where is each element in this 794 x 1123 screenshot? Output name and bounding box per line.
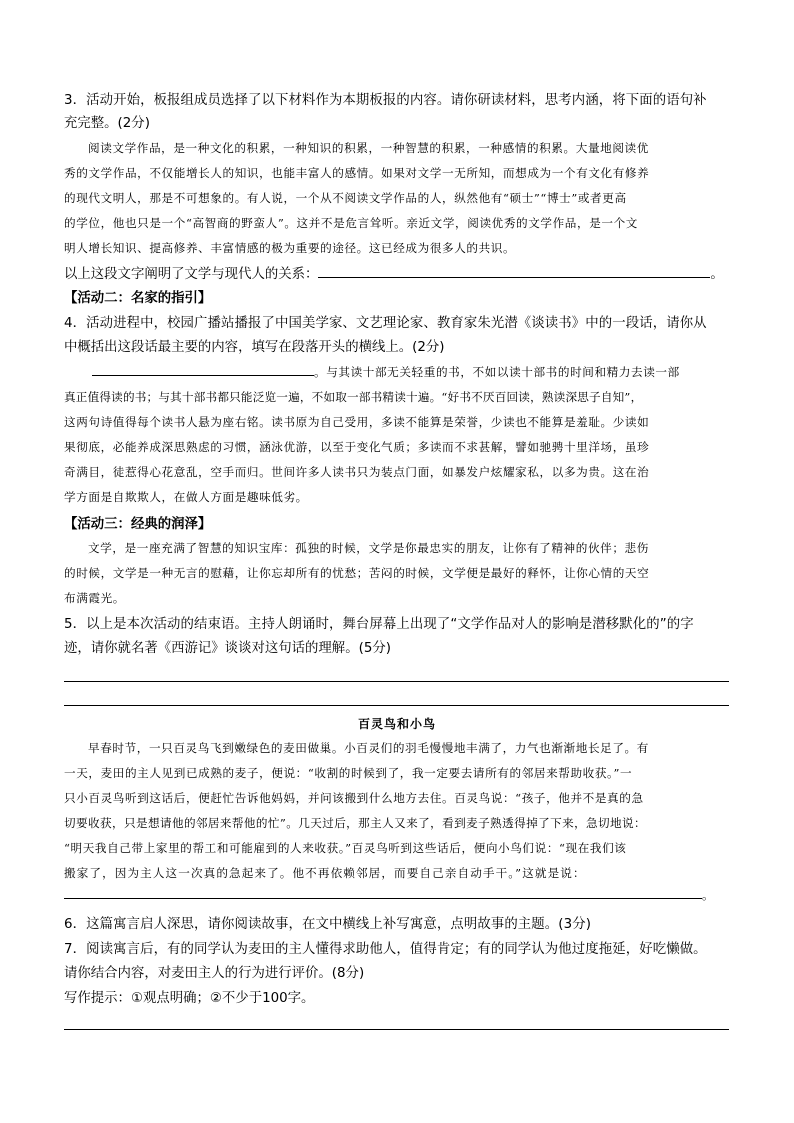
activity3-heading: 【活动三：经典的润泽】 <box>64 517 212 532</box>
literature-passage-line: 的时候，文学是一种无言的慰藉，让你忘却所有的忧愁；苦闷的时候，文学便是最好的释怀，让你心情的天空 <box>64 566 650 580</box>
q5-line2: 迹，请你就名著《西游记》谈谈对这句话的理解。(5分) <box>64 641 391 656</box>
q4-passage-line: 学方面是自欺欺人，在做人方面是趣味低劣。 <box>64 490 308 504</box>
q3-end-mark: 。 <box>710 267 724 282</box>
literature-passage-line: 布满霞光。 <box>64 591 125 605</box>
q4-answer-blank[interactable] <box>92 375 314 376</box>
q7-line1: 7．阅读寓言后，有的同学认为麦田的主人懂得求助他人，值得肯定；有的同学认为他过度拖延，好吃懒做。 <box>64 942 707 957</box>
q3-passage-line: 秀的文学作品，不仅能增长人的知识，也能丰富人的感情。如果对文学一无所知，而想成为一个有文化有修养 <box>64 166 650 180</box>
fable-title: 百灵鸟和小鸟 <box>357 717 436 731</box>
literature-passage-line: 文学，是一座充满了智慧的知识宝库：孤独的时候，文学是你最忠实的朋友，让你有了精神的伙伴；悲伤 <box>88 541 649 555</box>
q4-passage-line: 奇满目，徒惹得心花意乱，空手而归。世间许多人读书只为装点门面，如暴发户炫耀家私，以多为贵。这在治 <box>64 465 650 479</box>
fable-moral-blank[interactable] <box>64 898 702 899</box>
q3-passage-line: 明人增长知识、提高修养、丰富情感的极为重要的途径。这已经成为很多人的共识。 <box>64 241 516 255</box>
q4-passage-line: 真正值得读的书；与其十部书都只能泛览一遍，不如取一部书精读十遍。“好书不厌百回读，熟读深思子自知”， <box>64 390 643 404</box>
q6-text: 6．这篇寓言启人深思，请你阅读故事，在文中横线上补写寓意，点明故事的主题。(3分) <box>64 917 592 932</box>
q4-passage-line: 果彻底，必能养成深思熟虑的习惯，涵泳优游，以至于变化气质；多读而不求甚解，譬如驰骋十里洋场，虽珍 <box>64 440 650 454</box>
q3-passage-line: 阅读文学作品，是一种文化的积累，一种知识的积累，一种智慧的积累，一种感情的积累。大量地阅读优 <box>88 141 649 155</box>
q5-line1: 5．以上是本次活动的结束语。主持人朗诵时，舞台屏幕上出现了“文学作品对人的影响是潜移默化的”的字 <box>64 617 694 632</box>
q5-answer-line[interactable] <box>64 681 729 682</box>
q3-line1: 3．活动开始，板报组成员选择了以下材料作为本期板报的内容。请你研读材料，思考内涵，将下面的语句补 <box>64 93 707 108</box>
activity2-heading: 【活动二：名家的指引】 <box>64 291 212 306</box>
fable-line: 一天，麦田的主人见到已成熟的麦子，便说：“收割的时候到了，我一定要去请所有的邻居来帮助收获。”一 <box>64 766 633 780</box>
q3-prompt <box>64 268 724 281</box>
fable-line: “明天我自己带上家里的帮工和可能雇到的人来收获。”百灵鸟听到这些话后，便向小鸟们说：“现在我们该 <box>64 841 627 855</box>
q4-line1: 4．活动进程中，校园广播站播报了中国美学家、文艺理论家、教育家朱光潜《谈读书》中的一段话，请你从 <box>64 316 707 331</box>
fable-line: 早春时节，一只百灵鸟飞到嫩绿色的麦田做巢。小百灵们的羽毛慢慢地丰满了，力气也渐渐地长足了。有 <box>88 741 649 755</box>
q3-answer-blank[interactable] <box>318 277 710 278</box>
q3-passage-line: 的学位，他也只是一个“高智商的野蛮人”。这并不是危言耸听。亲近文学，阅读优秀的文学作品，是一个文 <box>64 216 638 230</box>
q3-prompt-text: 以上这段文字阐明了文学与现代人的关系： <box>64 267 319 282</box>
fable-end-mark: 。 <box>702 888 715 902</box>
q3-line2: 充完整。(2分) <box>64 116 150 131</box>
q3-passage-line: 的现代文明人，那是不可想象的。有人说，一个从不阅读文学作品的人，纵然他有“硕士”“博士”或者更高 <box>64 191 627 205</box>
q7-answer-line[interactable] <box>64 1029 729 1030</box>
q7-hint: 写作提示：①观点明确；②不少于100字。 <box>64 991 315 1006</box>
fable-line: 切要收获，只是想请他的邻居来帮他的忙”。几天过后，那主人又来了，看到麦子熟透得掉了下来，急切地说： <box>64 816 647 830</box>
q4-passage-line: 这两句诗值得每个读书人悬为座右铭。读书原为自己受用，多读不能算是荣誉，少读也不能算是羞耻。少读如 <box>64 415 650 429</box>
q4-passage-first-line <box>64 367 680 379</box>
q4-line2: 中概括出这段话最主要的内容，填写在段落开头的横线上。(2分) <box>64 340 445 355</box>
fable-line: 搬家了，因为主人这一次真的急起来了。他不再依赖邻居，而要自己亲自动手干。”这就是说： <box>64 866 586 880</box>
fable-moral-line <box>64 890 714 902</box>
q7-line2: 请你结合内容，对麦田主人的行为进行评价。(8分) <box>64 966 365 981</box>
q5-answer-line[interactable] <box>64 705 729 706</box>
q4-passage-text: 。与其读十部无关轻重的书，不如以读十部书的时间和精力去读一部 <box>314 365 680 379</box>
fable-line: 只小百灵鸟听到这话后，便赶忙告诉他妈妈，并问该搬到什么地方去住。百灵鸟说：“孩子，他并不是真的急 <box>64 791 644 805</box>
